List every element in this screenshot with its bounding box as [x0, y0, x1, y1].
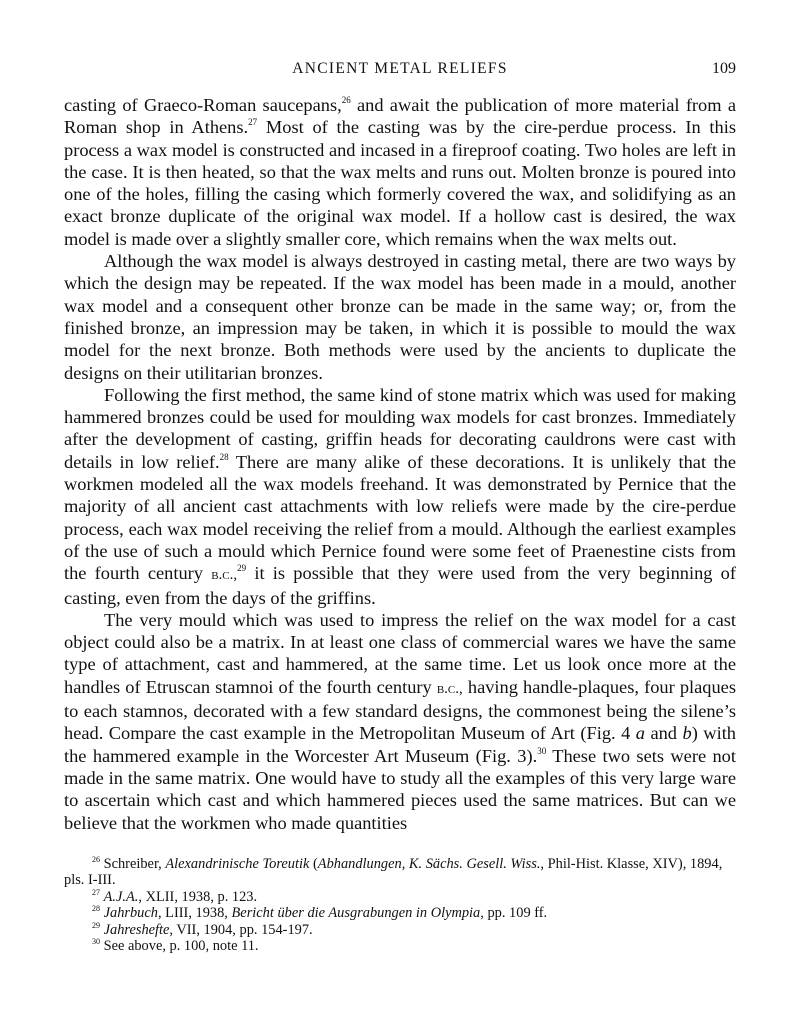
- page-number: 109: [712, 60, 736, 77]
- text-run: , LIII, 1938,: [157, 905, 232, 922]
- paragraph: [64, 609, 736, 834]
- text-run: The very mould which was used to impress the relief on the wax model for a cast object could also be a matrix. In at least one class of commercial wares we have the same type of attachment, cast and hammered, at the same time. Let us look once more at the handles of Etruscan stamnoi of the fourth century: [64, 609, 736, 697]
- italic-run: Abhandlungen, K. Sächs. Gesell. Wiss.: [317, 856, 541, 872]
- running-head: ANCIENT METAL RELIEFS: [292, 60, 508, 77]
- text-run: , pp. 109 ff.: [480, 905, 548, 922]
- text-run: casting of Graeco-Roman saucepans,: [64, 95, 342, 115]
- small-caps-run: b.c.,: [211, 567, 238, 584]
- italic-run: a: [635, 723, 645, 744]
- text-run: , Phil-Hist. Klasse, XIV), 1894, pls. I-III.: [64, 856, 723, 889]
- footnotes: [64, 856, 736, 954]
- text-run: Following the first method, the same kind of stone matrix which was used for making hammered bronzes could be used for moulding wax models for cast bronzes. Immediately after the development of casting, griffin heads for decorating cauldrons were cast with details in low relief.: [64, 384, 736, 472]
- footnote-27: [64, 889, 736, 905]
- text-run: (: [309, 856, 318, 872]
- italic-run: Jahreshefte: [103, 921, 170, 938]
- footnote-marker: 30: [92, 937, 100, 947]
- text-run: Schreiber,: [100, 856, 166, 872]
- paragraph: [64, 94, 736, 250]
- text-run: it is possible that they were used from the very beginning of casting, even from the days of the griffins.: [64, 563, 736, 608]
- footnote-marker: 28: [219, 451, 229, 462]
- paragraph: [64, 384, 736, 609]
- italic-run: Bericht über die Ausgrabungen in Olympia: [231, 905, 481, 922]
- text-run: Although the wax model is always destroyed in casting metal, there are two ways by which the design may be repeated. If the wax model has been made in a mould, another wax model and a consequent other bronze can be made in the same way; or, from the finished bronze, an impression may be taken, in which it is possible to mould the wax model for the next bronze. Both methods were used by the ancients to duplicate the designs on their utilitarian bronzes.: [64, 251, 736, 383]
- page-header: [64, 60, 736, 84]
- text-run: ) with the hammered example in the Worcester Art Museum (Fig. 3).: [64, 723, 737, 766]
- small-caps-run: b.c.,: [436, 680, 463, 697]
- body-text: [64, 94, 736, 834]
- footnote-26: [64, 856, 736, 889]
- text-run: having handle-plaques, four plaques to each stamnos, decorated with a few standard designs, the commonest being the silene’s head. Compare the cast example in the Metropolitan Museum of Art (Fig. 4: [64, 676, 736, 744]
- footnote-marker: 30: [537, 745, 547, 756]
- text-run: See above, p. 100, note 11.: [100, 938, 259, 955]
- footnote-marker: 27: [248, 117, 258, 128]
- footnote-marker: 29: [92, 920, 100, 930]
- text-run: Most of the casting was by the cire-perdue process. In this process a wax model is constructed and incased in a fireproof coating. Two holes are left in the case. It is then heated, so that the wax melts and runs out. Molten bronze is poured into one of the holes, filling the casing which formerly covered the wax, and solidifying as an exact bronze duplicate of the original wax model. If a hollow cast is desired, the wax model is made over a slightly smaller core, which remains when the wax melts out.: [64, 117, 736, 249]
- text-run: , VII, 1904, pp. 154-197.: [169, 921, 313, 938]
- text-run: and await the publication of more material from a Roman shop in Athens.: [64, 95, 736, 138]
- footnote-29: [64, 922, 736, 938]
- text-run: and: [644, 723, 683, 744]
- footnote-marker: 26: [341, 95, 351, 105]
- footnote-28: [64, 905, 736, 921]
- footnote-30: [64, 938, 736, 954]
- italic-run: A.J.A.: [103, 888, 139, 905]
- paragraph: [64, 250, 736, 384]
- text-run: These two sets were not made in the same matrix. One would have to study all the examples of this very large ware to ascertain which cast and which hammered pieces used the same matrices. But can we believe that the workmen who made quantities: [64, 745, 736, 833]
- text-run: There are many alike of these decorations. It is unlikely that the workmen modeled all the wax models freehand. It was demonstrated by Pernice that the majority of all ancient cast attachments with low reliefs were made by the cire-perdue process, each wax model receiving the relief from a mould. Although the earliest examples of the use of such a mould which Pernice found were some feet of Praenestine cists from the fourth century: [64, 451, 736, 584]
- footnote-marker: 26: [92, 855, 100, 864]
- text-run: , XLII, 1938, p. 123.: [138, 888, 258, 905]
- italic-run: b: [682, 723, 692, 744]
- footnote-marker: 27: [92, 887, 100, 897]
- italic-run: Alexandrinische Toreutik: [165, 856, 310, 872]
- italic-run: Jahrbuch: [103, 905, 158, 922]
- footnote-marker: 29: [237, 563, 247, 574]
- footnote-marker: 28: [92, 904, 100, 914]
